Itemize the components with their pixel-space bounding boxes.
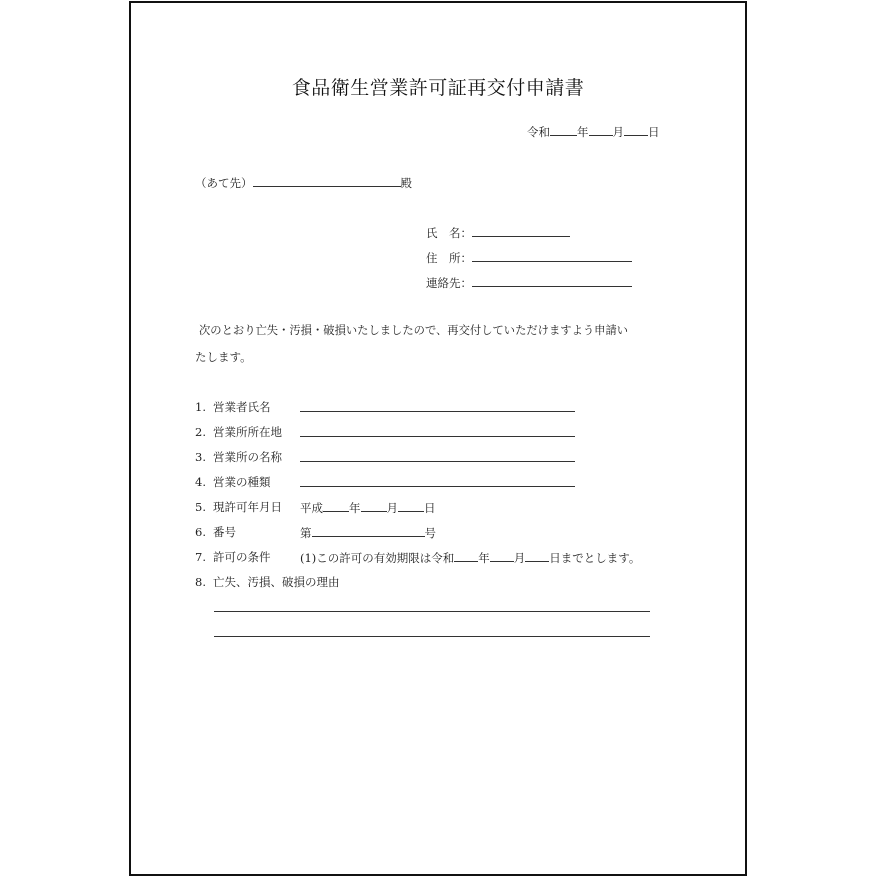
item-label: 番号 (213, 525, 236, 539)
item-7-year-field[interactable] (454, 550, 478, 562)
body-text-line2: たします。 (195, 350, 252, 364)
item-7-year-label: 年 (478, 551, 490, 565)
item-7-month-label: 月 (513, 551, 526, 565)
body-text-line1: 次のとおり亡失・汚損・破損いたしましたので、再交付していただけますよう申請い (199, 324, 629, 337)
date-day-field[interactable] (624, 124, 648, 136)
item-label: 現許可年月日 (213, 500, 282, 514)
item-label: 営業者氏名 (213, 400, 271, 414)
item-6 (195, 525, 236, 539)
addressee-field[interactable] (253, 175, 401, 187)
addressee-honorific: 殿 (400, 176, 412, 190)
applicant-address-line (426, 250, 632, 265)
item-7-text-b: 日までとします。 (549, 551, 641, 565)
item-1 (195, 400, 271, 414)
item-number: 1. (195, 400, 206, 414)
item-5-month-field[interactable] (361, 500, 387, 512)
date-month-field[interactable] (589, 124, 613, 136)
item-7-text-a: (1)この許可の有効期限は令和 (300, 551, 455, 565)
item-5-date (300, 500, 436, 515)
item-5-day-label: 日 (424, 501, 436, 515)
item-number: 3. (195, 450, 206, 464)
item-5-era: 平成 (300, 501, 323, 515)
date-line (527, 124, 660, 139)
item-5-year-field[interactable] (323, 500, 349, 512)
item-label: 亡失、汚損、破損の理由 (213, 575, 340, 589)
date-year-field[interactable] (550, 124, 577, 136)
item-number: 5. (195, 500, 206, 514)
item-label: 許可の条件 (213, 550, 271, 564)
item-label: 営業所所在地 (213, 425, 282, 439)
item-number: 6. (195, 525, 206, 539)
item-6-prefix: 第 (300, 526, 312, 540)
item-label: 営業の種類 (213, 475, 271, 489)
applicant-address-label: 住 所： (426, 251, 472, 265)
item-5-day-field[interactable] (398, 500, 424, 512)
date-day-label: 日 (648, 125, 660, 139)
item-5-year-label: 年 (349, 501, 361, 515)
item-5 (195, 500, 282, 514)
item-6-suffix: 号 (424, 526, 436, 540)
item-3 (195, 450, 282, 464)
item-1-field[interactable] (300, 411, 575, 412)
applicant-name-label: 氏 名： (426, 226, 472, 240)
date-year-label: 年 (577, 125, 589, 139)
item-4 (195, 475, 271, 489)
date-era: 令和 (527, 125, 550, 139)
item-4-field[interactable] (300, 486, 575, 487)
addressee-line (195, 175, 412, 190)
form-title: 食品衛生営業許可証再交付申請書 (291, 77, 585, 99)
item-2 (195, 425, 282, 439)
applicant-contact-field[interactable] (472, 275, 632, 287)
item-number: 7. (195, 550, 206, 564)
item-6-field[interactable] (312, 525, 425, 537)
item-number: 8. (195, 575, 206, 589)
form-page (129, 1, 747, 876)
item-7-day-field[interactable] (525, 550, 549, 562)
applicant-contact-line (426, 275, 632, 290)
addressee-label: （あて先） (195, 176, 253, 190)
date-month-label: 月 (612, 125, 624, 139)
item-3-field[interactable] (300, 461, 575, 462)
item-7-month-field[interactable] (490, 550, 514, 562)
item-7 (195, 550, 271, 564)
item-8 (195, 575, 340, 589)
item-label: 営業所の名称 (213, 450, 282, 464)
applicant-name-line (426, 225, 570, 240)
item-2-field[interactable] (300, 436, 575, 437)
reason-line-2[interactable] (214, 636, 650, 637)
item-7-condition (300, 550, 640, 565)
applicant-address-field[interactable] (472, 250, 632, 262)
applicant-contact-label: 連絡先： (426, 276, 472, 290)
applicant-name-field[interactable] (472, 225, 570, 237)
item-number: 4. (195, 475, 206, 489)
item-5-month-label: 月 (386, 501, 398, 515)
item-6-number (300, 525, 436, 540)
item-number: 2. (195, 425, 206, 439)
reason-line-1[interactable] (214, 611, 650, 612)
